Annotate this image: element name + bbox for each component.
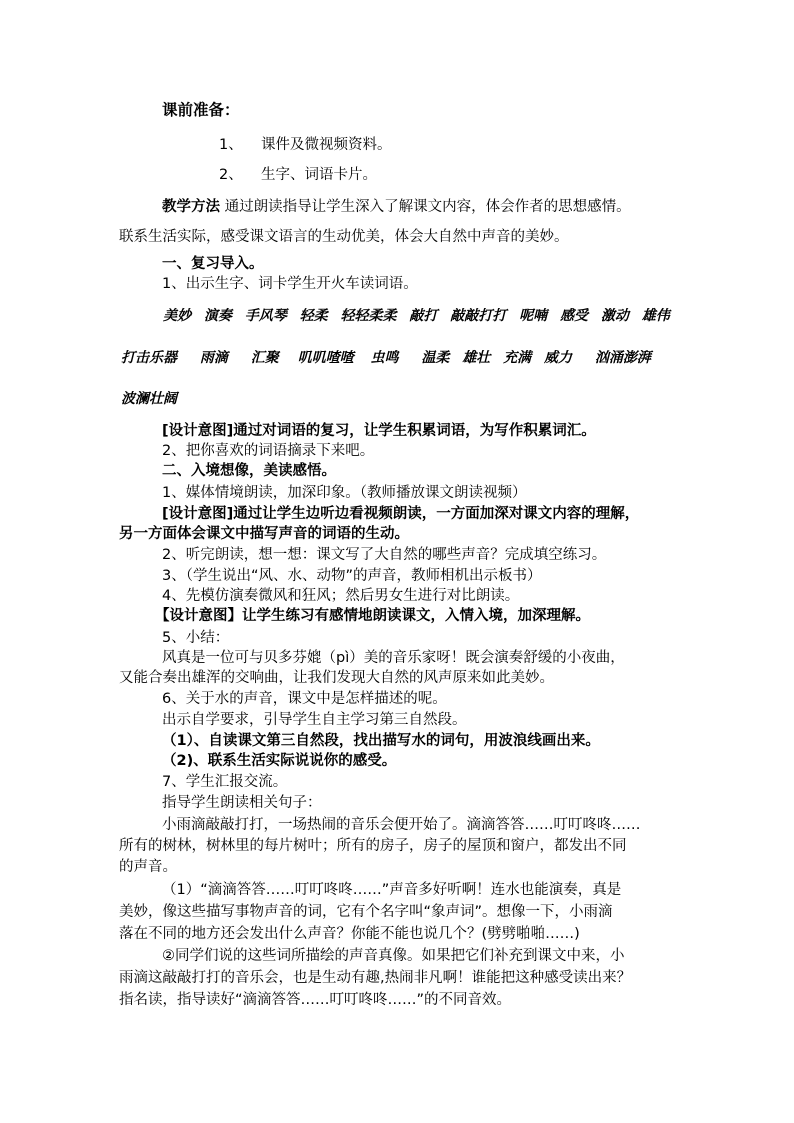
- vocab-word: 雄壮: [462, 350, 491, 366]
- design-intent-1: [设计意图]通过对词语的复习，让学生积累词语，为写作积累词汇。: [162, 423, 596, 439]
- vocab-word: 演奏: [203, 308, 232, 324]
- vocab-word: 轻轻柔柔: [340, 308, 397, 324]
- section2-heading: 二、入境想像，美读感悟。: [162, 463, 336, 479]
- vocab-word: 虫鸣: [370, 350, 399, 366]
- quote-line-3: 的声音。: [119, 859, 177, 875]
- section2-step2: 2、听完朗读，想一想：课文写了大自然的哪些声音？完成填空练习。: [162, 547, 607, 563]
- design-intent-3: 【设计意图】让学生练习有感情地朗读课文，入情入境，加深理解。: [155, 608, 590, 624]
- method-label: 教学方法: [162, 199, 220, 215]
- prep-item-2-num: 2、: [219, 167, 243, 183]
- point2-line-3: 指名读，指导读好“滴滴答答……叮叮咚咚……”的不同音效。: [119, 992, 512, 1008]
- vocab-word: 轻柔: [299, 308, 328, 324]
- design-intent-2a: [设计意图]通过让学生边听边看视频朗读，一方面加深对课文内容的理解，: [162, 506, 640, 522]
- summary-line-2: 又能合奏出雄浑的交响曲，让我们发现大自然的风声原来如此美妙。: [119, 670, 554, 686]
- vocab-word: 呢喃: [519, 308, 548, 324]
- section2-step4: 4、先模仿演奏微风和狂风；然后男女生进行对比朗读。: [162, 588, 520, 604]
- vocab-row-1: [163, 306, 678, 326]
- vocab-word: 激动: [600, 308, 629, 324]
- prep-item-2: [219, 165, 377, 185]
- point1-line-2: 美妙，像这些描写事物声音的词，它有个名字叫“象声词”。想像一下，小雨滴: [119, 904, 613, 920]
- vocab-word: 叽叽喳喳: [297, 350, 354, 366]
- guide-reading: 指导学生朗读相关句子：: [162, 795, 322, 811]
- prep-item-1: [219, 135, 392, 155]
- quote-line-1: 小雨滴敲敲打打，一场热闹的音乐会便开始了。滴滴答答……叮叮咚咚……: [162, 817, 641, 833]
- vocab-word: 波澜壮阔: [121, 391, 177, 407]
- vocab-word: 感受: [560, 308, 588, 324]
- method-line-2: 联系生活实际，感受课文语言的生动优美，体会大自然中声音的美妙。: [119, 229, 569, 245]
- vocab-word: 充满: [503, 350, 532, 366]
- section2-step5: 5、小结：: [162, 630, 230, 646]
- vocab-word: 美妙: [163, 308, 191, 324]
- prep-item-1-num: 1、: [219, 137, 243, 153]
- section1-heading: 一、复习导入。: [162, 256, 264, 272]
- vocab-word: 汇聚: [250, 350, 279, 366]
- vocab-word: 敲打: [409, 308, 438, 324]
- section1-step1: 1、出示生字、词卡学生开火车读词语。: [162, 276, 418, 292]
- vocab-row-3: [121, 389, 185, 409]
- section2-step6: 6、关于水的声音，课文中是怎样描述的呢。: [162, 691, 447, 707]
- prep-item-2-text: 生字、词语卡片。: [261, 167, 377, 183]
- method-line-1: [162, 197, 631, 217]
- vocab-word: 敲敲打打: [450, 308, 507, 324]
- vocab-word: 手风琴: [244, 308, 287, 324]
- vocab-word: 威力: [544, 350, 572, 366]
- self-study-requirement: 出示自学要求，引导学生自主学习第三自然段。: [162, 712, 467, 728]
- method-text-1: 通过朗读指导让学生深入了解课文内容，体会作者的思想感情。: [224, 199, 631, 215]
- vocab-row-2: [121, 348, 659, 368]
- design-intent-2b: 另一方面体会课文中描写声音的词语的生动。: [119, 526, 409, 542]
- section2-step7: 7、学生汇报交流。: [162, 774, 288, 790]
- quote-line-2: 所有的树林，树林里的每片树叶；所有的房子，房子的屋顶和窗户，都发出不同: [119, 838, 627, 854]
- point1-line-3: 落在不同的地方还会发出什么声音？你能不能也说几个？(劈劈啪啪……): [119, 926, 580, 942]
- step-2: 2、把你喜欢的词语摘录下来吧。: [162, 443, 375, 459]
- summary-line-1: 风真是一位可与贝多芬媲（pì）美的音乐家呀！既会演奏舒缓的小夜曲，: [162, 650, 625, 666]
- vocab-word: 雨滴: [199, 350, 228, 366]
- vocab-word: 打击乐器: [121, 350, 177, 366]
- prep-title: 课前准备：: [162, 101, 240, 119]
- self-study-item-1: （1）、自读课文第三自然段，找出描写水的词句，用波浪线画出来。: [162, 733, 600, 749]
- self-study-item-2: （2)、联系生活实际说说你的感受。: [162, 753, 397, 769]
- point2-line-2: 雨滴这敲敲打打的音乐会，也是生动有趣,热闹非凡啊！谁能把这种感受读出来？: [119, 970, 632, 986]
- vocab-word: 温柔: [421, 350, 450, 366]
- section2-step1: 1、媒体情境朗读，加深印象。（教师播放课文朗读视频）: [162, 485, 527, 501]
- vocab-word: 汹涌澎湃: [594, 350, 651, 366]
- vocab-word: 雄伟: [641, 308, 670, 324]
- point1-line-1: （1）“滴滴答答……叮叮咚咚……”声音多好听啊！连水也能演奏，真是: [162, 882, 622, 898]
- prep-item-1-text: 课件及微视频资料。: [261, 137, 392, 153]
- section2-step3: 3、（学生说出“风、水、动物”的声音，教师相机出示板书）: [162, 568, 542, 584]
- point2-line-1: ②同学们说的这些词所描绘的声音真像。如果把它们补充到课文中来，小: [162, 948, 625, 964]
